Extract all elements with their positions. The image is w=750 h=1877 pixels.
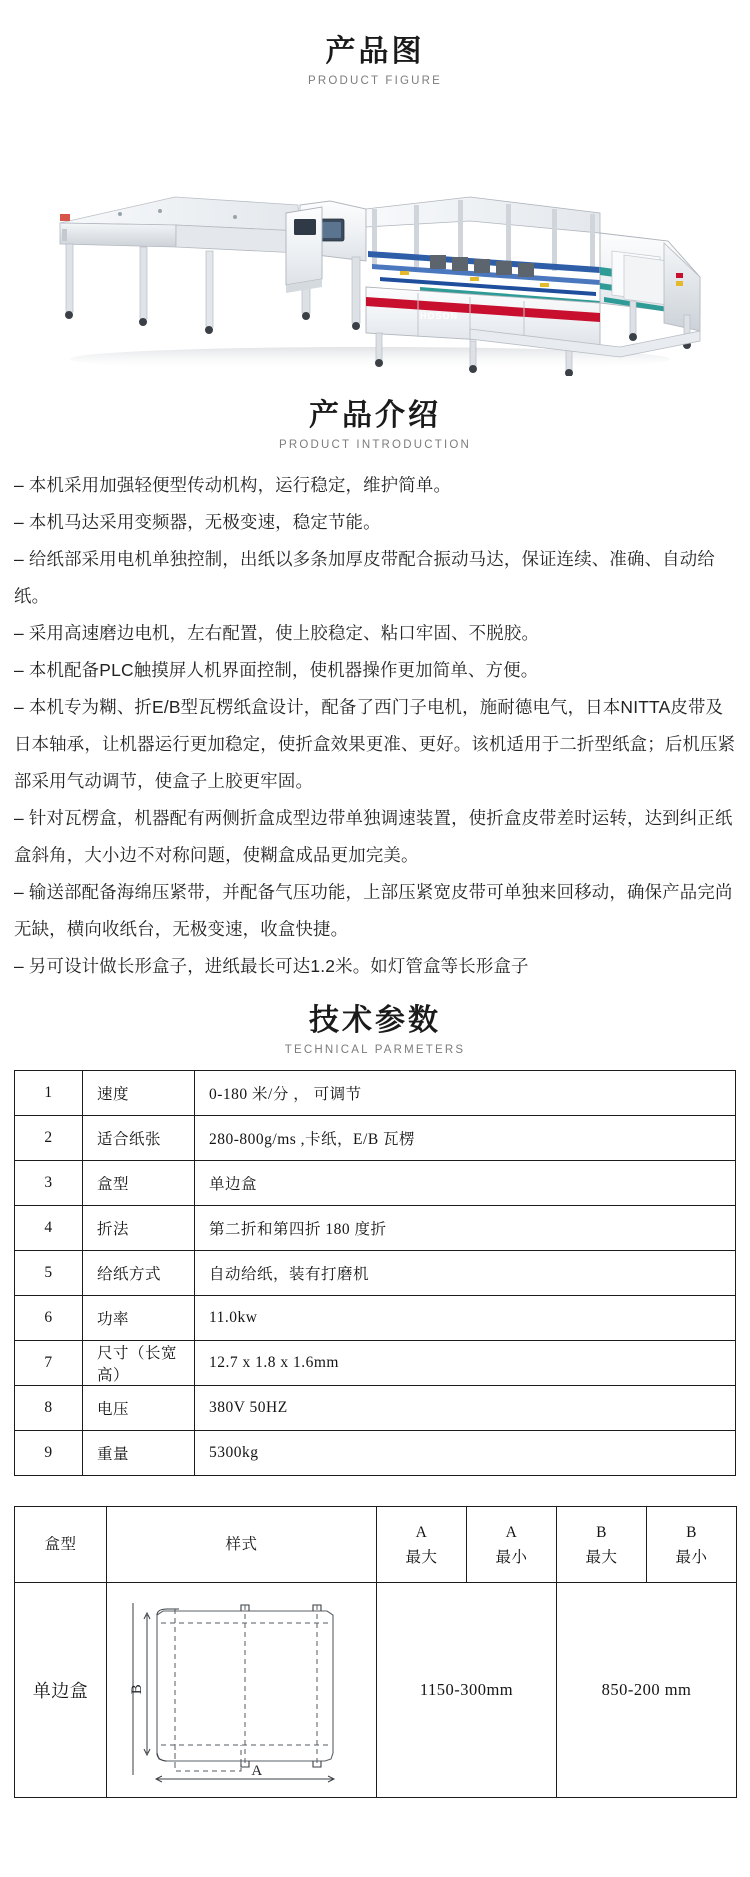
box-row-a-range: 1150-300mm [377, 1583, 557, 1798]
box-header-type: 盒型 [15, 1507, 107, 1583]
intro-paragraph: – 另可设计做长形盒子，进纸最长可达1.2米。如灯管盒等长形盒子 [14, 956, 529, 976]
spec-value: 第二折和第四折 180 度折 [195, 1206, 736, 1251]
table-row [15, 1583, 737, 1798]
intro-paragraph: – 本机采用加强轻便型传动机构，运行稳定，维护简单。 [14, 475, 452, 495]
spec-name: 给纸方式 [83, 1251, 195, 1296]
spec-value: 0-180 米/分 ， 可调节 [195, 1071, 736, 1116]
intro-paragraph: – 针对瓦楞盒，机器配有两侧折盒成型边带单独调速装置，使折盒皮带差时运转，达到纠正纸盒斜角，大小边不对称问题，使糊盒成品更加完美。 [14, 808, 733, 865]
spec-name: 功率 [83, 1296, 195, 1341]
intro-paragraph: – 输送部配备海绵压紧带，并配备气压功能，上部压紧宽皮带可单独来回移动，确保产品完尚无缺，横向收纸台，无极变速，收盒快捷。 [14, 882, 733, 939]
spec-value: 12.7 x 1.8 x 1.6mm [195, 1341, 736, 1386]
box-row-b-range: 850-200 mm [557, 1583, 737, 1798]
machine-logo-text [420, 311, 458, 321]
table-row [15, 1116, 736, 1161]
spec-name: 盒型 [83, 1161, 195, 1206]
box-header-a-min-top: A [505, 1523, 518, 1541]
intro-paragraph: – 给纸部采用电机单独控制，出纸以多条加厚皮带配合振动马达，保证连续、准确、自动给纸。 [14, 549, 715, 606]
box-header-a-min-bottom: 最小 [495, 1548, 528, 1566]
table-row [15, 1251, 736, 1296]
dimension-label-b: B [128, 1683, 145, 1694]
page-bottom-spacer [0, 1798, 750, 1844]
spec-value: 11.0kw [195, 1296, 736, 1341]
tech-params-title-en: TECHNICAL PARMETERS [284, 1044, 466, 1056]
specification-table [14, 1070, 736, 1476]
product-figure-title-cn: 产品图 [325, 35, 425, 68]
spec-name: 速度 [83, 1071, 195, 1116]
tech-params-title-cn: 技术参数 [309, 1004, 441, 1037]
spec-value: 自动给纸，装有打磨机 [195, 1251, 736, 1296]
box-table-wrap [0, 1506, 750, 1798]
table-row [15, 1206, 736, 1251]
table-row [15, 1386, 736, 1431]
table-row [15, 1431, 736, 1476]
box-header-b-min-top: B [686, 1523, 697, 1541]
product-intro-title-en: PRODUCT INTRODUCTION [278, 439, 471, 451]
spec-index: 2 [15, 1116, 83, 1161]
product-photo-stage [0, 101, 750, 376]
box-row-dieline-cell [107, 1583, 377, 1798]
spec-name: 电压 [83, 1386, 195, 1431]
spec-name: 折法 [83, 1206, 195, 1251]
product-photo [0, 101, 750, 376]
machine-electrical-cabinet [286, 207, 322, 293]
spec-index: 7 [15, 1341, 83, 1386]
box-header-b-max-bottom: 最大 [585, 1548, 618, 1566]
box-dieline-diagram [117, 1593, 367, 1788]
table-row [15, 1071, 736, 1116]
intro-paragraph: – 本机马达采用变频器，无极变速，稳定节能。 [14, 512, 381, 532]
intro-paragraph: – 采用高速磨边电机，左右配置，使上胶稳定、粘口牢固、不脱胶。 [14, 623, 540, 643]
box-header-a-max-bottom: 最大 [405, 1548, 438, 1566]
box-header-a-max [377, 1507, 467, 1583]
product-figure-title-en: PRODUCT FIGURE [307, 75, 443, 87]
folder-gluer-machine-illustration [0, 101, 750, 376]
product-intro-body [0, 451, 750, 985]
spec-value: 单边盒 [195, 1161, 736, 1206]
dimension-label-a: A [250, 1762, 263, 1779]
spec-name: 适合纸张 [83, 1116, 195, 1161]
spec-value: 280-800g/ms ,卡纸，E/B 瓦楞 [195, 1116, 736, 1161]
table-row [15, 1341, 736, 1386]
dimension-a [156, 1776, 334, 1782]
section-header-product-figure [0, 0, 750, 87]
section-header-product-introduction [0, 376, 750, 451]
spec-name: 尺寸（长宽高） [83, 1341, 195, 1386]
section-header-technical-parameters [0, 985, 750, 1056]
table-header-row [15, 1507, 737, 1583]
box-header-b-max-top: B [596, 1523, 607, 1541]
box-header-a-min [467, 1507, 557, 1583]
table-row [15, 1161, 736, 1206]
spec-index: 6 [15, 1296, 83, 1341]
spec-index: 9 [15, 1431, 83, 1476]
box-row-type: 单边盒 [15, 1583, 107, 1798]
svg-text:HOSON: HOSON [420, 311, 459, 321]
box-header-b-max [557, 1507, 647, 1583]
spec-name: 重量 [83, 1431, 195, 1476]
spec-index: 4 [15, 1206, 83, 1251]
box-type-table [14, 1506, 737, 1798]
intro-paragraph: – 本机配备PLC触摸屏人机界面控制，使机器操作更加简单、方便。 [14, 660, 539, 680]
table-row [15, 1296, 736, 1341]
box-header-b-min-bottom: 最小 [675, 1548, 708, 1566]
box-header-b-min [647, 1507, 737, 1583]
intro-paragraph: – 本机专为糊、折E/B型瓦楞纸盒设计，配备了西门子电机，施耐德电气，日本NITTA皮带及日本轴承，让机器运行更加稳定，使折盒效果更准、更好。该机适用于二折型纸盒；后机压紧部采用气动调节，使盒子上胶更牢固。 [14, 697, 736, 791]
spec-index: 3 [15, 1161, 83, 1206]
spec-index: 1 [15, 1071, 83, 1116]
box-header-a-max-top: A [415, 1523, 428, 1541]
spec-value: 380V 50HZ [195, 1386, 736, 1431]
spec-value: 5300kg [195, 1431, 736, 1476]
box-header-style: 样式 [107, 1507, 377, 1583]
spec-index: 5 [15, 1251, 83, 1296]
spec-table-wrap [0, 1070, 750, 1476]
product-intro-title-cn: 产品介绍 [309, 399, 441, 432]
spec-index: 8 [15, 1386, 83, 1431]
